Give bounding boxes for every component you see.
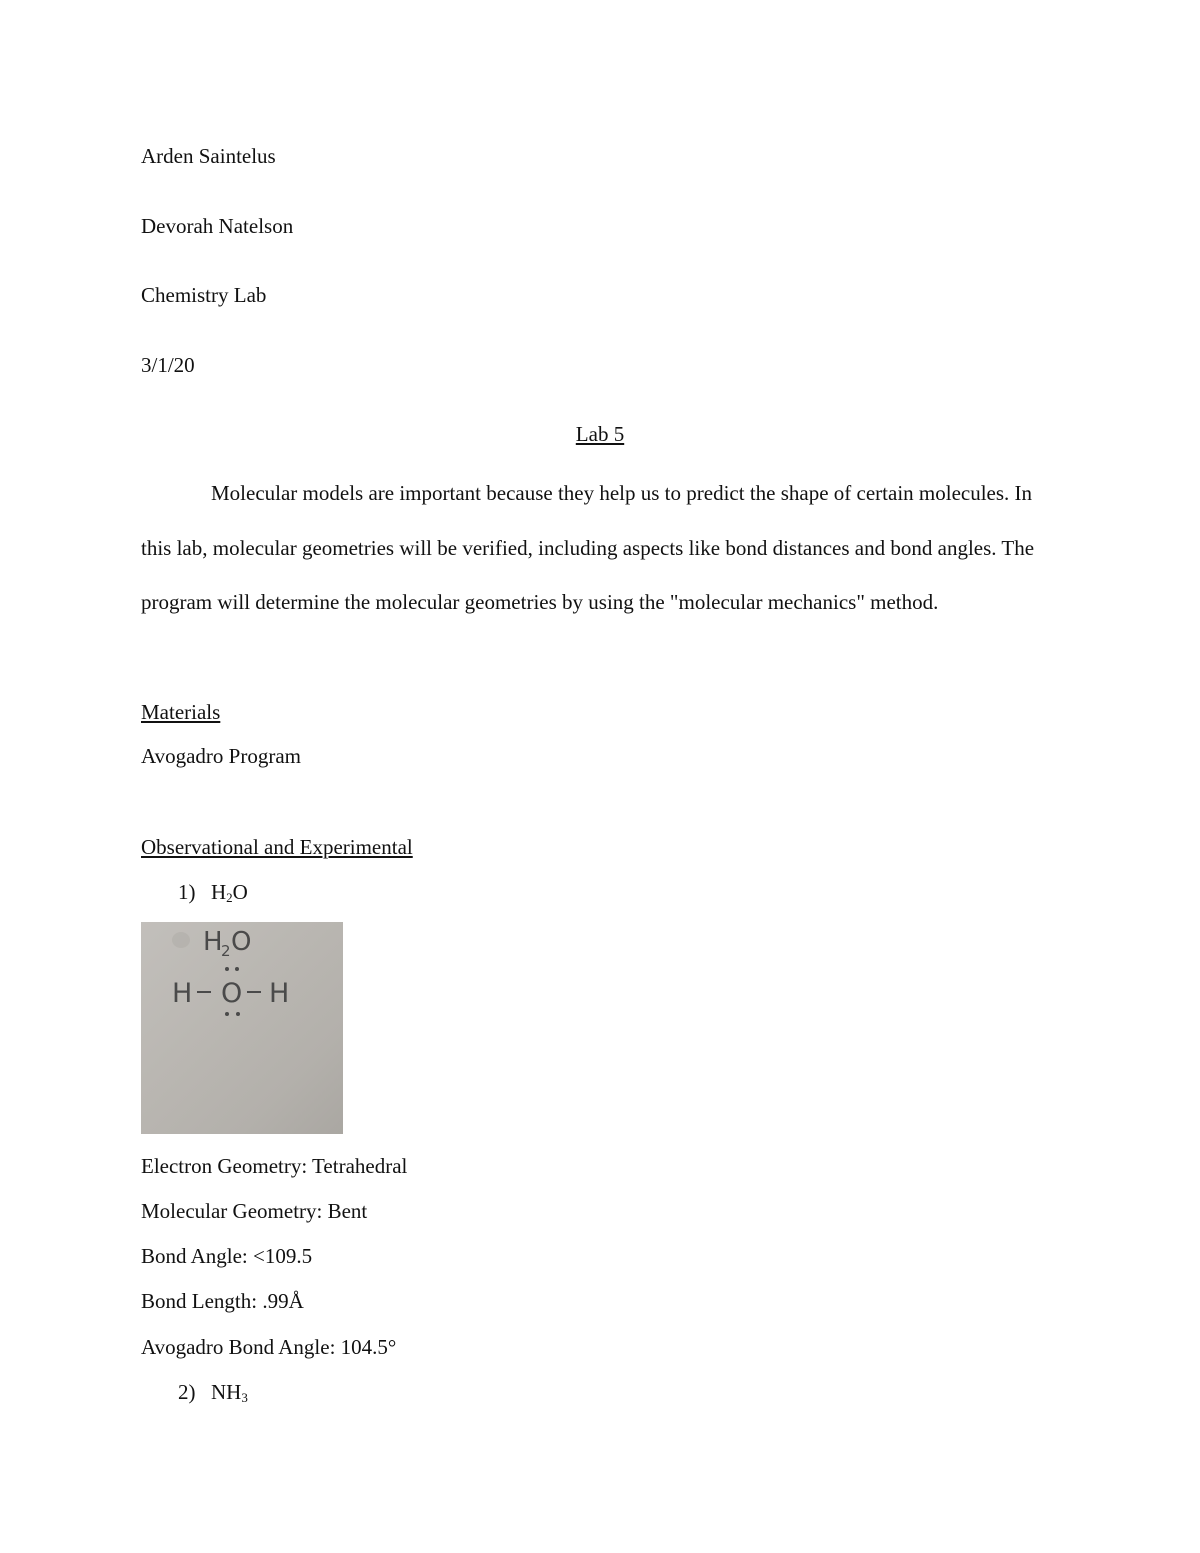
formula-subscript: 2 bbox=[226, 890, 233, 905]
electron-geometry: Electron Geometry: Tetrahedral bbox=[141, 1154, 408, 1178]
student-name: Arden Saintelus bbox=[141, 144, 276, 168]
sketch-title-sub: 2 bbox=[221, 942, 231, 960]
sketch-lone-pair-dot bbox=[225, 1012, 229, 1016]
intro-paragraph bbox=[141, 466, 1041, 630]
observations-heading: Observational and Experimental bbox=[141, 835, 413, 859]
instructor-name: Devorah Natelson bbox=[141, 214, 294, 238]
course-name: Chemistry Lab bbox=[141, 283, 267, 307]
sketch-lone-pair-dot bbox=[236, 1012, 240, 1016]
page-title: Lab 5 bbox=[575, 422, 625, 446]
sketch-lone-pair-dot bbox=[225, 967, 229, 971]
list-number: 1) bbox=[178, 880, 196, 904]
list-item-h2o bbox=[178, 878, 248, 906]
bond-angle: Bond Angle: <109.5 bbox=[141, 1244, 313, 1268]
formula-tail: O bbox=[232, 880, 248, 904]
bond-length: Bond Length: .99Å bbox=[141, 1289, 304, 1313]
materials-heading: Materials bbox=[141, 700, 221, 724]
report-date: 3/1/20 bbox=[141, 353, 195, 377]
sketch-lone-pair-dot bbox=[235, 967, 239, 971]
sketch-title-main: H bbox=[203, 927, 223, 957]
avogadro-bond-angle: Avogadro Bond Angle: 104.5° bbox=[141, 1335, 397, 1359]
sketch-left-atom: H bbox=[172, 978, 193, 1009]
formula-main: H bbox=[211, 880, 227, 904]
sketch-center-atom: O bbox=[221, 978, 243, 1009]
sketch-title-tail: O bbox=[231, 927, 252, 957]
materials-item: Avogadro Program bbox=[141, 744, 301, 768]
list-number: 2) bbox=[178, 1380, 196, 1404]
intro-text: Molecular models are important because they help us to predict the shape of certain molecules. In this lab, molecular geometries will be verified, including aspects like bond distances and bond angles. The program will determine the molecular geometries by using the "molecular mechanics" method. bbox=[141, 481, 1035, 614]
molecular-geometry: Molecular Geometry: Bent bbox=[141, 1199, 368, 1223]
sketch-right-atom: H bbox=[269, 978, 290, 1009]
list-item-nh3 bbox=[178, 1378, 248, 1406]
lewis-structure-sketch bbox=[141, 922, 343, 1134]
photo-smudge bbox=[172, 932, 190, 948]
formula-main: NH bbox=[211, 1380, 242, 1404]
lewis-structure-photo bbox=[141, 922, 343, 1134]
formula-subscript: 3 bbox=[241, 1390, 248, 1405]
